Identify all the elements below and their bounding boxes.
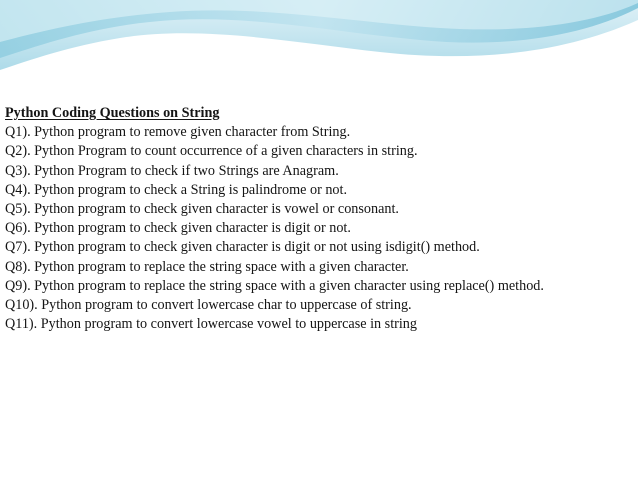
- question-item: Q9). Python program to replace the string space with a given character using replace() method.: [5, 277, 544, 294]
- slide-content: [5, 104, 630, 334]
- question-item: Q4). Python program to check a String is palindrome or not.: [5, 181, 348, 198]
- slide-heading: Python Coding Questions on String: [5, 105, 220, 121]
- question-item: Q1). Python program to remove given character from String.: [5, 124, 351, 141]
- question-item: Q6). Python program to check given character is digit or not.: [5, 220, 351, 237]
- question-item: Q10). Python program to convert lowercase char to uppercase of string.: [5, 297, 412, 314]
- question-item: Q2). Python Program to count occurrence of a given characters in string.: [5, 143, 418, 160]
- question-item: Q11). Python program to convert lowercase vowel to uppercase in string: [5, 316, 417, 333]
- question-item: Q5). Python program to check given character is vowel or consonant.: [5, 201, 399, 218]
- question-item: Q3). Python Program to check if two Strings are Anagram.: [5, 162, 339, 179]
- header-wave-decoration: [0, 0, 638, 80]
- question-item: Q7). Python program to check given character is digit or not using isdigit() method.: [5, 239, 480, 256]
- question-item: Q8). Python program to replace the string space with a given character.: [5, 258, 409, 275]
